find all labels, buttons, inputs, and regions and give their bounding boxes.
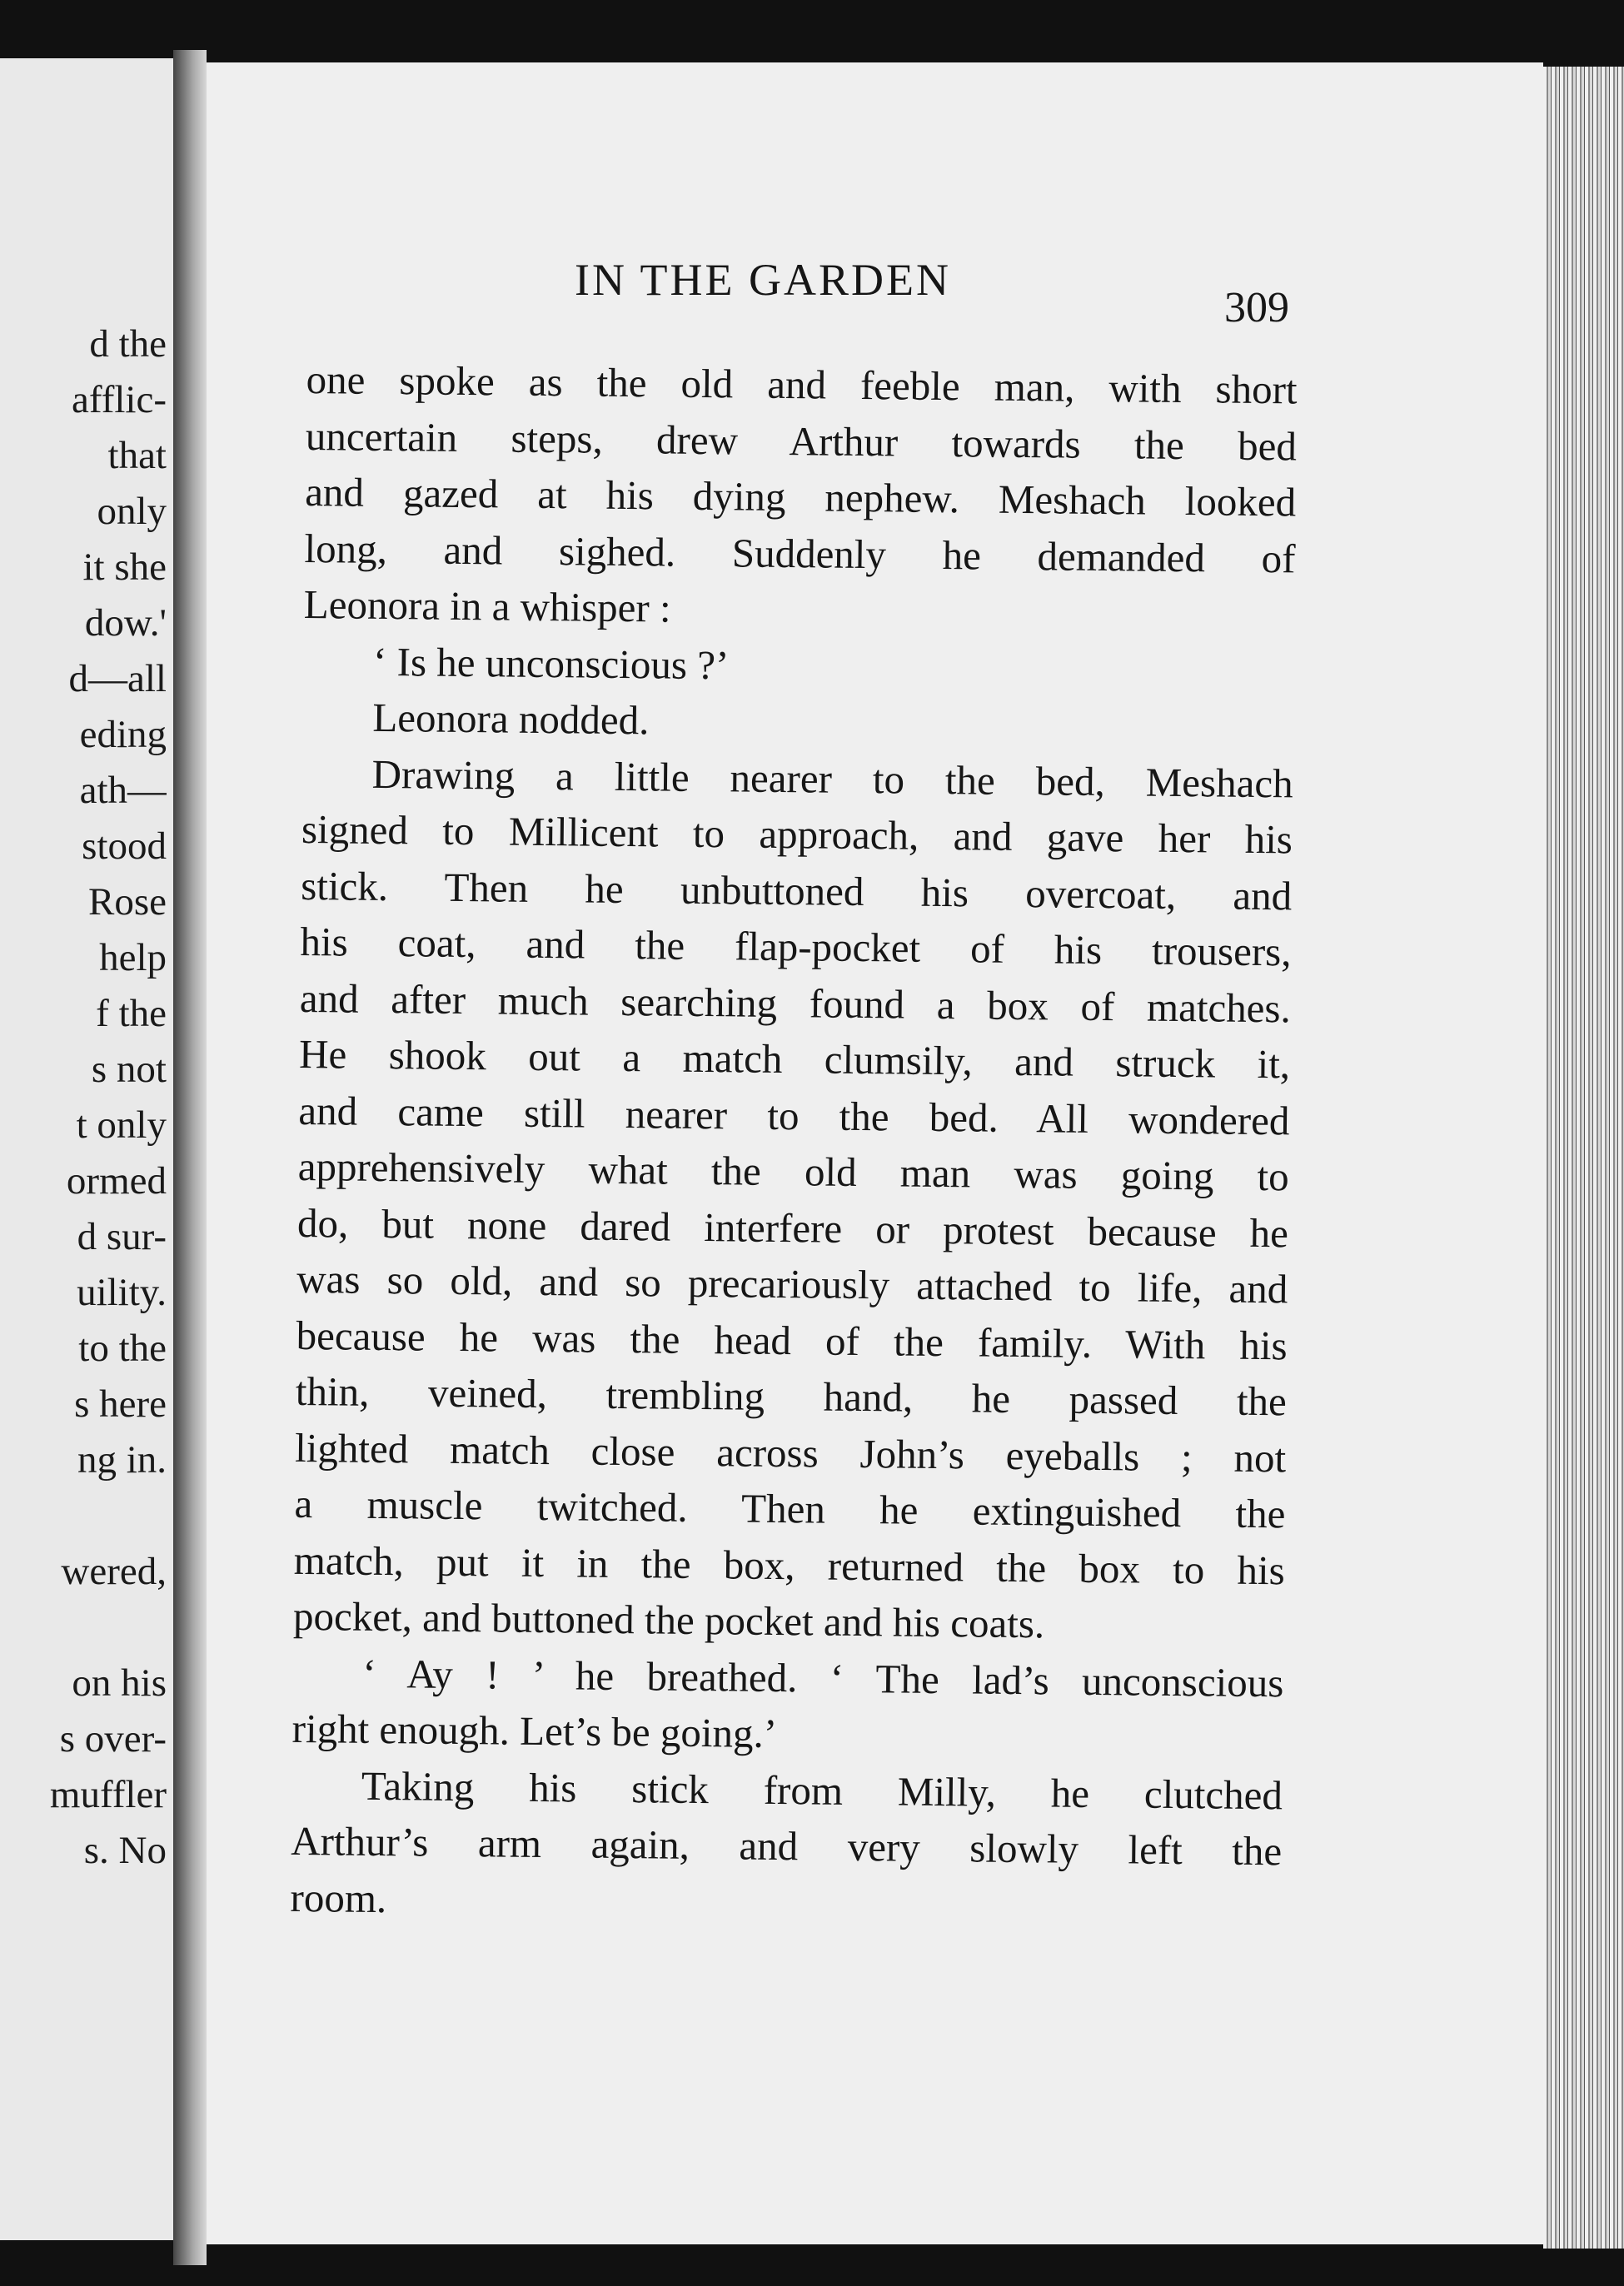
text-line: He shook out a match clumsily, and struck it,	[298, 1030, 1291, 1088]
text-line: Leonora nodded.	[372, 694, 650, 744]
text-line: because he was the head of the family. With his	[296, 1312, 1288, 1368]
book-gutter	[173, 50, 207, 2265]
left-line: s not	[91, 1048, 167, 1091]
text-line: ‘ Is he unconscious ?’	[372, 638, 730, 688]
left-line	[0, 1488, 167, 1544]
left-line: help	[99, 936, 167, 979]
left-line: on his	[72, 1661, 167, 1705]
text-line: Leonora in a whisper :	[303, 580, 671, 631]
left-line: wered,	[61, 1550, 167, 1593]
left-line: t only	[76, 1103, 167, 1147]
text-line: and came still nearer to the bed. All wondered	[298, 1087, 1290, 1143]
text-line: pocket, and buttoned the pocket and his coats.	[292, 1592, 1045, 1647]
page-edges	[1543, 67, 1624, 2249]
text-line: right enough. Let’s be going.’	[291, 1705, 778, 1757]
text-line: thin, veined, trembling hand, he passed the	[295, 1367, 1288, 1425]
running-header: IN THE GARDEN	[575, 255, 951, 305]
left-line: ng in.	[77, 1438, 167, 1482]
text-line: and gazed at his dying nephew. Meshach looked	[304, 468, 1297, 525]
left-line: eding	[79, 713, 167, 756]
left-line: s over-	[59, 1717, 167, 1761]
left-line: uility.	[77, 1271, 167, 1314]
page-number: 309	[1224, 284, 1289, 331]
text-line: room.	[290, 1874, 387, 1921]
text-line: do, but none dared interfere or protest because he	[296, 1199, 1289, 1256]
text-line: long, and sighed. Suddenly he demanded of	[304, 525, 1296, 581]
text-line: Taking his stick from Milly, he clutched	[361, 1762, 1283, 1818]
left-line: ormed	[66, 1159, 167, 1203]
text-line: signed to Millicent to approach, and gave her his	[301, 805, 1293, 863]
left-line: d—all	[68, 657, 167, 700]
text-line: Arthur’s arm again, and very slowly left the	[290, 1817, 1283, 1875]
left-line	[0, 1600, 167, 1656]
left-line: only	[97, 490, 167, 533]
text-line: his coat, and the flap-pocket of his trousers,	[300, 918, 1292, 975]
text-line: apprehensively what the old man was going to	[297, 1143, 1289, 1200]
text-line: Drawing a little nearer to the bed, Meshach	[371, 750, 1293, 806]
left-line: afflic-	[72, 378, 167, 421]
body-text	[290, 351, 1298, 1935]
left-line: Rose	[88, 880, 167, 924]
left-line: that	[107, 434, 167, 477]
left-line: f the	[96, 992, 167, 1035]
left-line: to the	[78, 1327, 167, 1370]
left-line: d the	[89, 322, 167, 366]
left-line: dow.'	[84, 601, 167, 645]
left-line: muffler	[49, 1773, 167, 1816]
text-line: lighted match close across John’s eyeballs ; not	[294, 1424, 1287, 1481]
left-line: stood	[82, 824, 167, 868]
left-line: s here	[74, 1382, 167, 1426]
left-line: it she	[82, 545, 167, 589]
left-line: s. No	[83, 1829, 167, 1872]
text-line: stick. Then he unbuttoned his overcoat, and	[300, 862, 1293, 919]
left-line: d sur-	[77, 1215, 167, 1258]
text-line: ‘ Ay ! ’ he breathed. ‘ The lad’s unconscious	[362, 1650, 1284, 1706]
text-line: was so old, and so precariously attached to life, and	[296, 1255, 1288, 1312]
text-line: uncertain steps, drew Arthur towards the bed	[305, 412, 1298, 469]
text-line: a muscle twitched. Then he extinguished the	[294, 1480, 1286, 1537]
text-line: one spoke as the old and feeble man, with short	[306, 356, 1298, 413]
text-line: and after much searching found a box of matches.	[299, 974, 1292, 1031]
left-page-text	[0, 316, 167, 1879]
text-line: match, put it in the box, returned the box to his	[293, 1536, 1286, 1593]
left-line: ath—	[79, 769, 167, 812]
